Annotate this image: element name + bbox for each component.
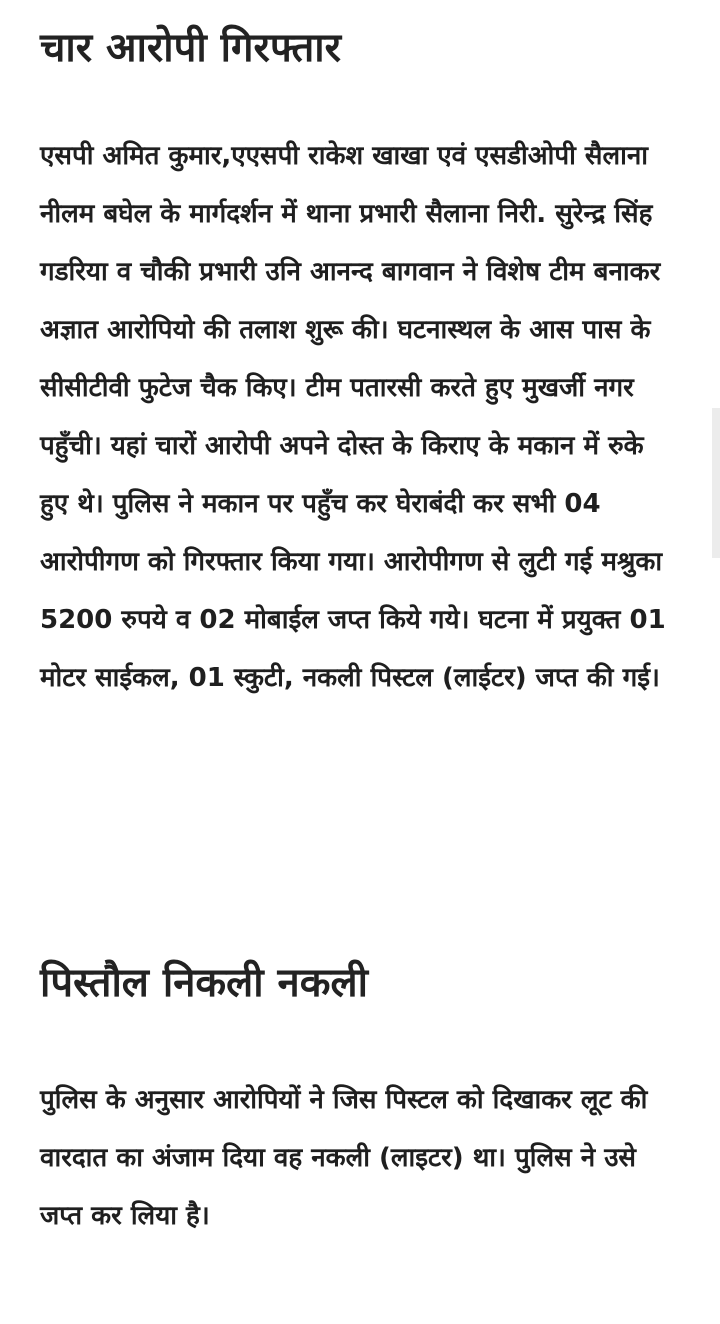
section-heading-arrest: चार आरोपी गिरफ्तार <box>40 25 341 71</box>
section-heading-fake-pistol: पिस्तौल निकली नकली <box>40 960 368 1006</box>
scrollbar[interactable] <box>712 408 720 558</box>
section-paragraph-fake-pistol: पुलिस के अनुसार आरोपियों ने जिस पिस्टल को दिखाकर लूट की वारदात का अंजाम दिया वह नकली (लाइटर) था। पुलिस ने उसे जप्त कर लिया है। <box>40 1085 648 1231</box>
section-paragraph-arrest: एसपी अमित कुमार,एएसपी राकेश खाखा एवं एसडीओपी सैलाना नीलम बघेल के मार्गदर्शन में थाना प्रभारी सैलाना निरी. सुरेन्द्र सिंह गडरिया व चौकी प्रभारी उनि आनन्द बागवान ने विशेष टीम बनाकर अज्ञात आरोपियो की तलाश शुरू की। घटनास्थल के आस पास के सीसीटीवी फुटेज चैक किए। टीम पतारसी करते हुए मुखर्जी नगर पहुँची। यहां चारों आरोपी अपने दोस्त के किराए के मकान में रुके हुए थे। पुलिस ने मकान पर पहुँच कर घेराबंदी कर सभी 04 आरोपीगण को गिरफ्तार किया गया। आरोपीगण से लुटी गई मश्रुका 5200 रुपये व 02 मोबाईल जप्त किये गये। घटना में प्रयुक्त 01 मोटर साईकल, 01 स्कुटी, नकली पिस्टल (लाईटर) जप्त की गई। <box>40 141 666 693</box>
